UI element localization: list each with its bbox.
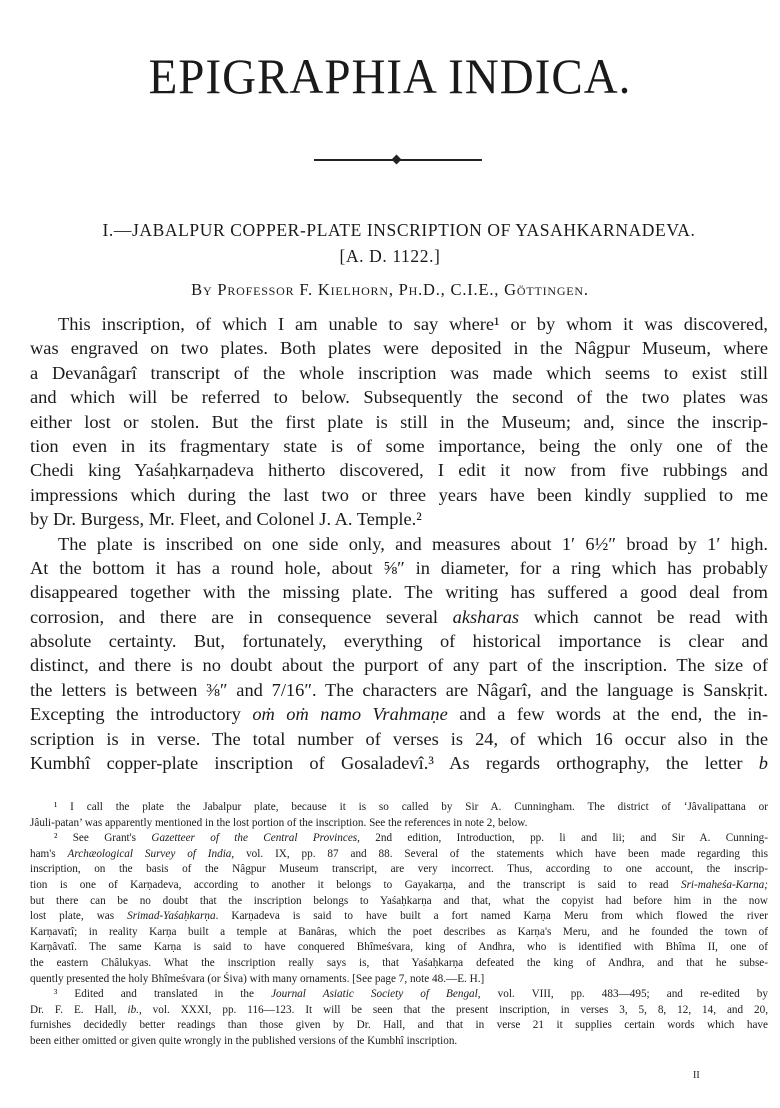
body-line — [30, 532, 768, 556]
footnote-line — [30, 1003, 768, 1019]
footnote-line — [30, 862, 768, 878]
text-span: ² See Grant's — [54, 832, 152, 845]
text-span: the letters is between ⅜″ and 7/16″. The characters are Nâgarî, and the language is Sanskṛit. — [30, 679, 768, 700]
text-span: disappeared together with the missing plate. The writing has suffered a good deal from — [30, 582, 768, 603]
body-text — [30, 312, 768, 775]
journal-title: EPIGRAPHIA INDICA. — [148, 49, 632, 105]
text-span: tion even in its fragmentary state is of some importance, being the only one of the — [30, 435, 768, 456]
italic-text: oṁ oṁ namo Vrahmaṇe — [252, 704, 448, 725]
italic-text: ib. — [127, 1003, 139, 1016]
text-span: Jâuli-patan’ was apparently mentioned in the lost portion of the inscription. See the references in note 2, below. — [30, 816, 528, 829]
text-span: which cannot be read with — [519, 606, 768, 627]
body-line — [30, 361, 768, 385]
body-line — [30, 678, 768, 702]
text-span: furnishes decidedly better readings than those given by Dr. Hall, and that in verse 21 it supplies certain words which have — [30, 1019, 768, 1032]
body-line — [30, 410, 768, 434]
text-span: , 2nd edition, Introduction, pp. li and lii; and Sir A. Cunning- — [357, 832, 768, 845]
body-line — [30, 434, 768, 458]
author-byline: By Professor F. Kielhorn, Ph.D., C.I.E., Göttingen. — [191, 280, 589, 299]
text-span: scription is in verse. The total number of verses is 24, of which 16 occur also in the — [30, 728, 768, 749]
text-span: Chedi king Yaśaḥkarṇadeva hitherto discovered, I edit it now from five rubbings and — [30, 460, 768, 481]
text-span: corrosion, and there are in consequence several — [30, 606, 453, 627]
footnote-line — [30, 847, 768, 863]
text-span: Excepting the introductory — [30, 704, 253, 725]
italic-text: Srimad-Yaśaḥkarṇa — [127, 910, 216, 923]
footnote-line — [30, 1018, 768, 1034]
italic-text: aksharas — [452, 606, 520, 627]
footnote-line — [30, 940, 768, 956]
body-line — [30, 312, 768, 336]
text-span: Karṇavatî; in reality Karṇa built a temple at Banâras, which the poet describes as Karṇa's Meru, and he founded the town of — [30, 925, 768, 938]
text-span: At the bottom it has a round hole, about ⅝″ in diameter, for a ring which has probably — [30, 557, 768, 578]
body-line — [30, 556, 768, 580]
diamond-ornament-icon — [392, 155, 402, 165]
italic-text: Sri-maheśa-Karna; — [680, 878, 768, 891]
text-span: a Devanâgarî transcript of the whole inscription was made which seems to exist still — [30, 362, 768, 383]
text-span: was engraved on two plates. Both plates were deposited in the Nâgpur Museum, where — [30, 338, 768, 359]
body-line — [30, 605, 768, 629]
ornament-divider — [314, 155, 482, 165]
body-line — [30, 483, 768, 507]
footnote-line — [30, 1034, 768, 1050]
footnote-line — [30, 909, 768, 925]
text-span: ³ Edited and translated in the — [54, 988, 272, 1001]
footnote-line — [30, 816, 768, 832]
text-span: Karṇâvatî. The same Karṇa is said to have conquered Bhîmeśvara, king of Andhra, who is identified with Bhîma II, one of — [30, 941, 768, 954]
footnote-line — [30, 878, 768, 894]
text-span: by Dr. Burgess, Mr. Fleet, and Colonel J. A. Temple.² — [30, 509, 422, 530]
body-line — [30, 629, 768, 653]
text-span: tion is one of Karṇadeva, according to another it belongs to Gayakarṇa, and the transcript is said to read — [30, 878, 681, 891]
text-span: the eastern Châlukyas. What the inscription really says is, that Yaśaḥkarṇa defeated the king of Andhra, and that he subse- — [30, 956, 768, 969]
text-span: been either omitted or given quite wrongly in the published versions of the Kumbhî inscription. — [30, 1034, 458, 1047]
text-span: absolute certainty. But, fortunately, everything of historical importance is clear and — [30, 631, 768, 652]
text-span: . Karṇadeva is said to have built a fort named Karṇa Meru from which flowed the river — [215, 910, 768, 923]
text-span: ham's — [30, 847, 68, 860]
page-signature: II — [693, 1070, 700, 1081]
text-span: distinct, and there is no doubt about the purport of any part of the inscription. The size of — [30, 655, 768, 676]
text-span: and a few words at the end, the in- — [447, 704, 768, 725]
text-span: inscription, on the basis of the Nâgpur Museum transcript, are very incorrect. Thus, according to one account, the inscrip- — [30, 863, 768, 876]
text-span: , vol. IX, pp. 87 and 88. Several of the statements which have been made regarding this — [231, 847, 768, 860]
body-line — [30, 580, 768, 604]
body-line — [30, 507, 768, 531]
text-span: Dr. F. E. Hall, — [30, 1003, 128, 1016]
footnote-line — [30, 831, 768, 847]
body-line — [30, 653, 768, 677]
text-span: , vol. VIII, pp. 483—495; and re-edited by — [477, 988, 768, 1001]
italic-text: Gazetteer of the Central Provinces — [151, 832, 358, 845]
body-line — [30, 458, 768, 482]
footnote-line — [30, 972, 768, 988]
body-line — [30, 702, 768, 726]
text-span: but there can be no doubt that the inscription belongs to Yaśaḥkarṇa and that, what the copyist had before him in the now — [30, 894, 768, 907]
italic-text: b — [758, 753, 768, 774]
footnote-line — [30, 956, 768, 972]
article-heading: I.—JABALPUR COPPER-PLATE INSCRIPTION OF YASAHKARNADEVA. — [102, 220, 696, 240]
footnote-line — [30, 894, 768, 910]
text-span: lost plate, was — [30, 910, 128, 923]
text-span: , vol. XXXI, pp. 116—123. It will be seen that the present inscription, in verses 3, 5, 8, 12, 14, and 20, — [138, 1003, 768, 1016]
footnote-line — [30, 800, 768, 816]
italic-text: Archæological Survey of India — [67, 847, 232, 860]
footnote-line — [30, 987, 768, 1003]
body-line — [30, 751, 768, 775]
body-line — [30, 385, 768, 409]
text-span: ¹ I call the plate the Jabalpur plate, because it is so called by Sir A. Cunningham. The district of ‘Jâvalipattana or — [54, 801, 768, 813]
italic-text: Journal Asiatic Society of Bengal — [271, 988, 478, 1001]
body-line — [30, 336, 768, 360]
text-span: quently presented the holy Bhîmeśvara (or Śiva) with many ornaments. [See page 7, note 48.—E. H.] — [30, 972, 485, 985]
text-span: impressions which during the last two or three years have been kindly supplied to me — [30, 484, 768, 505]
article-date: [A. D. 1122.] — [339, 246, 441, 266]
text-span: Kumbhî copper-plate inscription of Gosaladevî.³ As regards orthography, the letter — [30, 753, 759, 774]
text-span: The plate is inscribed on one side only, and measures about 1′ 6½″ broad by 1′ high. — [58, 533, 768, 554]
footnote-line — [30, 925, 768, 941]
body-line — [30, 727, 768, 751]
footnotes — [30, 800, 768, 1050]
text-span: either lost or stolen. But the first plate is still in the Museum; and, since the inscrip- — [30, 411, 768, 432]
text-span: and which will be referred to below. Subsequently the second of the two plates was — [30, 387, 768, 408]
text-span: This inscription, of which I am unable to say where¹ or by whom it was discovered, — [58, 314, 768, 334]
